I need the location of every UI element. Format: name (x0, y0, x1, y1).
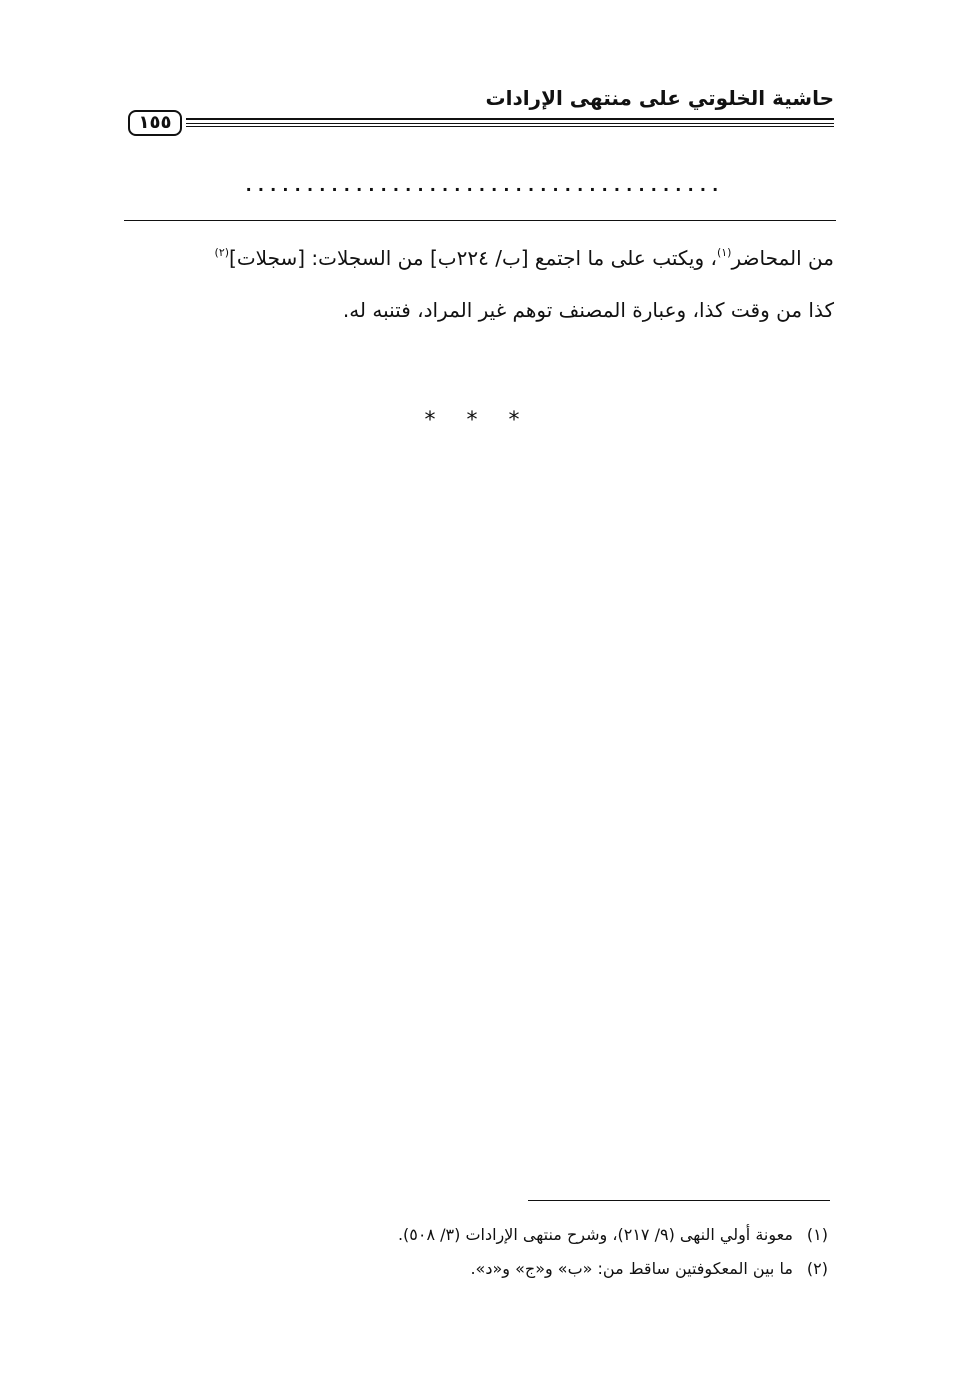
footnote-2-number: (٢) (806, 1259, 828, 1278)
footnote-ref-1: (١) (716, 246, 732, 259)
body-line-1-middle: ، ويكتب على ما اجتمع [ب/ ٢٢٤ب] من السجلات: [سجلات] (229, 246, 717, 270)
body-text (122, 232, 834, 336)
footnote-2-text: ما بين المعكوفتين ساقط من: «ب» و«ج» و«د». (470, 1259, 793, 1278)
omission-dots: ....................................... (245, 176, 725, 195)
footnote-rule (528, 1200, 830, 1201)
page-number-badge: ١٥٥ (128, 110, 182, 136)
header-thin-rule (186, 126, 834, 127)
text-top-rule (124, 220, 836, 221)
footnote-1-text: معونة أولي النهى (٩/ ٢١٧)، وشرح منتهى الإرادات (٣/ ٥٠٨). (397, 1225, 793, 1244)
body-line-1-start: من المحاضر (731, 246, 834, 270)
footnote-1 (188, 1218, 828, 1252)
footnote-1-number: (١) (806, 1225, 828, 1244)
body-line-2: كذا من وقت كذا، وعبارة المصنف توهم غير المراد، فتنبه له. (342, 298, 834, 322)
body-line-1 (122, 232, 834, 284)
footnote-ref-2: (٢) (214, 246, 230, 259)
header-double-rule (186, 118, 834, 124)
footnotes (188, 1218, 828, 1286)
section-separator-asterisks: * * * (424, 408, 532, 433)
footnote-2 (188, 1252, 828, 1286)
running-header-title: حاشية الخلوتي على منتهى الإرادات (485, 86, 834, 110)
